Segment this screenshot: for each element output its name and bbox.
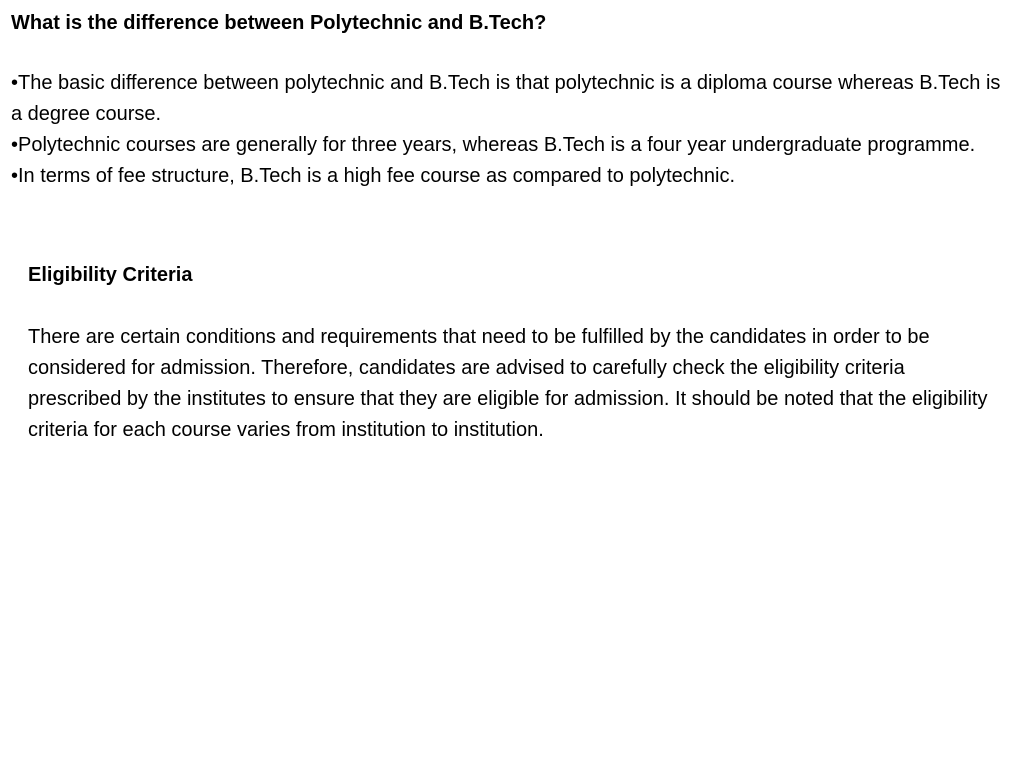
- eligibility-section: [28, 260, 1003, 446]
- section-title-difference: What is the difference between Polytechnic and B.Tech?: [11, 12, 547, 34]
- bullet-item: •Polytechnic courses are generally for three years, whereas B.Tech is a four year undergraduate programme.: [11, 134, 976, 156]
- section-title-eligibility: Eligibility Criteria: [28, 264, 193, 286]
- difference-section: [11, 8, 1011, 192]
- bullet-item: •In terms of fee structure, B.Tech is a high fee course as compared to polytechnic.: [11, 165, 736, 187]
- eligibility-paragraph: There are certain conditions and requirements that need to be fulfilled by the candidates in order to be considered for admission. Therefore, candidates are advised to carefully check the eligibility criteria prescribed by the institutes to ensure that they are eligible for admission. It should be noted that the eligibility criteria for each course varies from institution to institution.: [28, 326, 988, 441]
- bullet-item: •The basic difference between polytechnic and B.Tech is that polytechnic is a diploma course whereas B.Tech is a degree course.: [11, 72, 1001, 125]
